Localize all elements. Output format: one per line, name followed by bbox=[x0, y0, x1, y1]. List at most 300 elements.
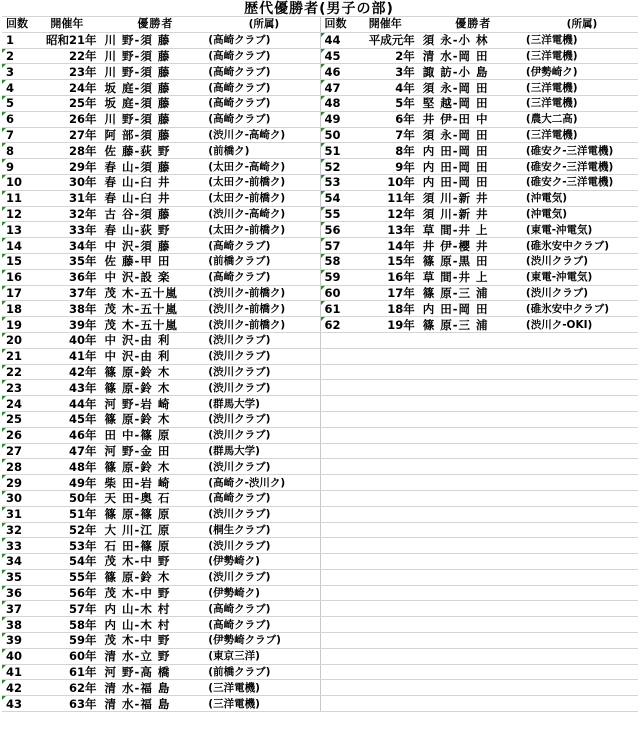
row-number: 5 bbox=[2, 95, 37, 111]
row-winners: 川 野-須 藤 bbox=[99, 48, 207, 64]
empty-cell bbox=[356, 538, 417, 554]
row-number: 24 bbox=[2, 396, 37, 412]
row-winners: 春 山-臼 井 bbox=[99, 190, 207, 206]
row-winners: 川 野-須 藤 bbox=[99, 64, 207, 80]
empty-cell bbox=[320, 617, 356, 633]
row-winners: 草 間-井 上 bbox=[417, 269, 524, 285]
row-number: 39 bbox=[2, 633, 37, 649]
row-year: 36年 bbox=[37, 269, 98, 285]
header-affiliation: (所属) bbox=[206, 17, 320, 33]
row-affiliation: (高崎クラブ) bbox=[206, 95, 320, 111]
empty-cell bbox=[417, 538, 524, 554]
row-number: 33 bbox=[2, 538, 37, 554]
empty-cell bbox=[417, 443, 524, 459]
row-number: 42 bbox=[2, 680, 37, 696]
empty-cell bbox=[417, 648, 524, 664]
row-affiliation: (碓氷安中クラブ) bbox=[524, 301, 638, 317]
empty-cell bbox=[524, 585, 638, 601]
row-affiliation: (渋川クラブ) bbox=[206, 411, 320, 427]
row-winners: 草 間-井 上 bbox=[417, 222, 524, 238]
row-year: 30年 bbox=[37, 174, 98, 190]
empty-cell bbox=[524, 664, 638, 680]
row-affiliation: (群馬大学) bbox=[206, 443, 320, 459]
table-row bbox=[2, 269, 638, 285]
row-number: 17 bbox=[2, 285, 37, 301]
row-affiliation: (碓安ク-三洋電機) bbox=[524, 143, 638, 159]
row-number: 10 bbox=[2, 174, 37, 190]
row-year: 平成元年 bbox=[356, 32, 417, 48]
row-year: 32年 bbox=[37, 206, 98, 222]
table-row bbox=[2, 32, 638, 48]
row-affiliation: (碓氷安中クラブ) bbox=[524, 238, 638, 254]
row-affiliation: (渋川ク-前橋ク) bbox=[206, 301, 320, 317]
empty-cell bbox=[356, 680, 417, 696]
empty-cell bbox=[356, 348, 417, 364]
row-winners: 田 中-篠 原 bbox=[99, 427, 207, 443]
row-year: 60年 bbox=[37, 648, 98, 664]
row-number: 45 bbox=[320, 48, 356, 64]
row-year: 62年 bbox=[37, 680, 98, 696]
row-winners: 井 伊-櫻 井 bbox=[417, 238, 524, 254]
empty-cell bbox=[417, 633, 524, 649]
row-year: 9年 bbox=[356, 159, 417, 175]
row-affiliation: (三洋電機) bbox=[524, 127, 638, 143]
empty-cell bbox=[524, 411, 638, 427]
row-number: 6 bbox=[2, 111, 37, 127]
empty-cell bbox=[356, 459, 417, 475]
row-winners: 阿 部-須 藤 bbox=[99, 127, 207, 143]
table-row bbox=[2, 522, 638, 538]
table-body bbox=[2, 32, 638, 711]
row-winners: 清 水-福 島 bbox=[99, 680, 207, 696]
row-winners: 篠 原-鈴 木 bbox=[99, 364, 207, 380]
row-winners: 中 沢-設 楽 bbox=[99, 269, 207, 285]
table-row bbox=[2, 585, 638, 601]
row-winners: 篠 原-鈴 木 bbox=[99, 569, 207, 585]
empty-cell bbox=[524, 332, 638, 348]
row-number: 51 bbox=[320, 143, 356, 159]
row-affiliation: (高崎クラブ) bbox=[206, 490, 320, 506]
row-year: 27年 bbox=[37, 127, 98, 143]
row-number: 23 bbox=[2, 380, 37, 396]
empty-cell bbox=[417, 522, 524, 538]
header-row bbox=[2, 17, 638, 33]
row-winners: 柴 田-岩 崎 bbox=[99, 475, 207, 491]
table-row bbox=[2, 64, 638, 80]
header-winners-2: 優勝者 bbox=[417, 17, 524, 33]
row-winners: 篠 原-三 浦 bbox=[417, 285, 524, 301]
empty-cell bbox=[356, 396, 417, 412]
row-number: 57 bbox=[320, 238, 356, 254]
row-number: 60 bbox=[320, 285, 356, 301]
empty-cell bbox=[356, 554, 417, 570]
row-affiliation: (太田ク-前橋ク) bbox=[206, 222, 320, 238]
row-affiliation: (渋川クラブ) bbox=[206, 380, 320, 396]
table-row bbox=[2, 127, 638, 143]
row-winners: 内 田-岡 田 bbox=[417, 301, 524, 317]
row-year: 12年 bbox=[356, 206, 417, 222]
row-winners: 坂 庭-須 藤 bbox=[99, 80, 207, 96]
table-row bbox=[2, 696, 638, 712]
empty-cell bbox=[356, 696, 417, 712]
empty-cell bbox=[320, 396, 356, 412]
row-winners: 中 沢-由 利 bbox=[99, 348, 207, 364]
row-number: 53 bbox=[320, 174, 356, 190]
empty-cell bbox=[356, 475, 417, 491]
row-year: 23年 bbox=[37, 64, 98, 80]
row-year: 4年 bbox=[356, 80, 417, 96]
row-winners: 篠 原-鈴 木 bbox=[99, 459, 207, 475]
table-row bbox=[2, 569, 638, 585]
row-affiliation: (渋川クラブ) bbox=[206, 427, 320, 443]
empty-cell bbox=[524, 380, 638, 396]
row-number: 12 bbox=[2, 206, 37, 222]
row-number: 8 bbox=[2, 143, 37, 159]
row-number: 55 bbox=[320, 206, 356, 222]
row-affiliation: (農大二高) bbox=[524, 111, 638, 127]
row-number: 50 bbox=[320, 127, 356, 143]
row-year: 59年 bbox=[37, 633, 98, 649]
table-row bbox=[2, 301, 638, 317]
empty-cell bbox=[356, 380, 417, 396]
row-winners: 中 沢-須 藤 bbox=[99, 238, 207, 254]
row-number: 25 bbox=[2, 411, 37, 427]
table-row bbox=[2, 617, 638, 633]
row-number: 27 bbox=[2, 443, 37, 459]
empty-cell bbox=[320, 348, 356, 364]
empty-cell bbox=[356, 648, 417, 664]
row-number: 52 bbox=[320, 159, 356, 175]
row-number: 29 bbox=[2, 475, 37, 491]
empty-cell bbox=[524, 396, 638, 412]
empty-cell bbox=[524, 490, 638, 506]
row-affiliation: (渋川クラブ) bbox=[206, 506, 320, 522]
empty-cell bbox=[524, 348, 638, 364]
table-row bbox=[2, 111, 638, 127]
table-row bbox=[2, 664, 638, 680]
empty-cell bbox=[320, 569, 356, 585]
row-winners: 春 山-須 藤 bbox=[99, 159, 207, 175]
empty-cell bbox=[320, 427, 356, 443]
row-affiliation: (三洋電機) bbox=[206, 696, 320, 712]
row-number: 19 bbox=[2, 317, 37, 333]
row-number: 22 bbox=[2, 364, 37, 380]
row-winners: 清 水-岡 田 bbox=[417, 48, 524, 64]
row-affiliation: (三洋電機) bbox=[524, 95, 638, 111]
row-affiliation: (渋川クラブ) bbox=[206, 459, 320, 475]
empty-cell bbox=[417, 348, 524, 364]
row-affiliation: (高崎クラブ) bbox=[206, 48, 320, 64]
row-number: 37 bbox=[2, 601, 37, 617]
row-winners: 須 永-岡 田 bbox=[417, 127, 524, 143]
table-row bbox=[2, 601, 638, 617]
row-number: 7 bbox=[2, 127, 37, 143]
row-year: 8年 bbox=[356, 143, 417, 159]
empty-cell bbox=[356, 411, 417, 427]
empty-cell bbox=[417, 554, 524, 570]
row-affiliation: (前橋ク) bbox=[206, 143, 320, 159]
row-affiliation: (太田ク-高崎ク) bbox=[206, 159, 320, 175]
table-row bbox=[2, 411, 638, 427]
row-winners: 大 川-江 原 bbox=[99, 522, 207, 538]
row-year: 22年 bbox=[37, 48, 98, 64]
row-affiliation: (高崎クラブ) bbox=[206, 111, 320, 127]
empty-cell bbox=[356, 617, 417, 633]
empty-cell bbox=[356, 633, 417, 649]
empty-cell bbox=[356, 506, 417, 522]
row-affiliation: (伊勢崎ク) bbox=[206, 554, 320, 570]
row-winners: 坂 庭-須 藤 bbox=[99, 95, 207, 111]
table-row bbox=[2, 206, 638, 222]
row-affiliation: (三洋電機) bbox=[524, 80, 638, 96]
table-row bbox=[2, 95, 638, 111]
row-affiliation: (前橋クラブ) bbox=[206, 253, 320, 269]
row-affiliation: (高崎クラブ) bbox=[206, 80, 320, 96]
empty-cell bbox=[320, 522, 356, 538]
row-number: 46 bbox=[320, 64, 356, 80]
row-number: 18 bbox=[2, 301, 37, 317]
row-affiliation: (太田ク-前橋ク) bbox=[206, 190, 320, 206]
row-year: 24年 bbox=[37, 80, 98, 96]
row-winners: 須 永-小 林 bbox=[417, 32, 524, 48]
empty-cell bbox=[524, 475, 638, 491]
row-affiliation: (渋川ク-OKI) bbox=[524, 317, 638, 333]
row-number: 44 bbox=[320, 32, 356, 48]
row-year: 28年 bbox=[37, 143, 98, 159]
header-year: 開催年 bbox=[37, 17, 98, 33]
table-row bbox=[2, 506, 638, 522]
row-affiliation: (東京三洋) bbox=[206, 648, 320, 664]
row-number: 49 bbox=[320, 111, 356, 127]
page-title: 歴代優勝者(男子の部) bbox=[244, 1, 394, 17]
row-winners: 茂 木-中 野 bbox=[99, 633, 207, 649]
row-affiliation: (太田ク-前橋ク) bbox=[206, 174, 320, 190]
empty-cell bbox=[524, 601, 638, 617]
empty-cell bbox=[417, 601, 524, 617]
table-row bbox=[2, 680, 638, 696]
row-year: 56年 bbox=[37, 585, 98, 601]
empty-cell bbox=[356, 427, 417, 443]
row-year: 45年 bbox=[37, 411, 98, 427]
row-affiliation: (桐生クラブ) bbox=[206, 522, 320, 538]
empty-cell bbox=[524, 569, 638, 585]
empty-cell bbox=[320, 585, 356, 601]
row-year: 34年 bbox=[37, 238, 98, 254]
row-affiliation: (高崎クラブ) bbox=[206, 64, 320, 80]
empty-cell bbox=[356, 601, 417, 617]
row-year: 47年 bbox=[37, 443, 98, 459]
row-affiliation: (高崎クラブ) bbox=[206, 617, 320, 633]
row-number: 15 bbox=[2, 253, 37, 269]
row-year: 31年 bbox=[37, 190, 98, 206]
row-year: 19年 bbox=[356, 317, 417, 333]
row-winners: 篠 原-鈴 木 bbox=[99, 411, 207, 427]
row-winners: 篠 原-黒 田 bbox=[417, 253, 524, 269]
row-year: 58年 bbox=[37, 617, 98, 633]
row-year: 18年 bbox=[356, 301, 417, 317]
empty-cell bbox=[320, 443, 356, 459]
row-number: 58 bbox=[320, 253, 356, 269]
row-winners: 石 田-篠 原 bbox=[99, 538, 207, 554]
row-winners: 堅 越-岡 田 bbox=[417, 95, 524, 111]
row-year: 33年 bbox=[37, 222, 98, 238]
empty-cell bbox=[356, 332, 417, 348]
row-winners: 河 野-金 田 bbox=[99, 443, 207, 459]
row-year: 44年 bbox=[37, 396, 98, 412]
row-affiliation: (碓安ク-三洋電機) bbox=[524, 159, 638, 175]
row-winners: 茂 木-中 野 bbox=[99, 585, 207, 601]
row-winners: 内 山-木 村 bbox=[99, 601, 207, 617]
header-affiliation-2: (所属) bbox=[524, 17, 638, 33]
row-winners: 内 田-岡 田 bbox=[417, 159, 524, 175]
row-number: 43 bbox=[2, 696, 37, 712]
table-row bbox=[2, 190, 638, 206]
row-number: 14 bbox=[2, 238, 37, 254]
row-number: 4 bbox=[2, 80, 37, 96]
row-number: 40 bbox=[2, 648, 37, 664]
row-affiliation: (高崎クラブ) bbox=[206, 32, 320, 48]
empty-cell bbox=[417, 411, 524, 427]
row-affiliation: (渋川クラブ) bbox=[524, 285, 638, 301]
row-number: 28 bbox=[2, 459, 37, 475]
row-year: 15年 bbox=[356, 253, 417, 269]
row-winners: 井 伊-田 中 bbox=[417, 111, 524, 127]
row-year: 54年 bbox=[37, 554, 98, 570]
empty-cell bbox=[417, 585, 524, 601]
empty-cell bbox=[417, 617, 524, 633]
row-year: 昭和21年 bbox=[37, 32, 98, 48]
row-affiliation: (群馬大学) bbox=[206, 396, 320, 412]
row-winners: 古 谷-須 藤 bbox=[99, 206, 207, 222]
header-winners: 優勝者 bbox=[99, 17, 207, 33]
row-year: 26年 bbox=[37, 111, 98, 127]
row-year: 50年 bbox=[37, 490, 98, 506]
empty-cell bbox=[320, 411, 356, 427]
table-row bbox=[2, 396, 638, 412]
row-affiliation: (渋川クラブ) bbox=[206, 364, 320, 380]
empty-cell bbox=[417, 380, 524, 396]
row-winners: 佐 藤-荻 野 bbox=[99, 143, 207, 159]
row-winners: 春 山-荻 野 bbox=[99, 222, 207, 238]
row-affiliation: (伊勢崎ク) bbox=[206, 585, 320, 601]
row-winners: 天 田-奥 石 bbox=[99, 490, 207, 506]
empty-cell bbox=[356, 490, 417, 506]
row-number: 35 bbox=[2, 569, 37, 585]
empty-cell bbox=[524, 617, 638, 633]
empty-cell bbox=[320, 633, 356, 649]
row-number: 61 bbox=[320, 301, 356, 317]
row-winners: 茂 木-五十嵐 bbox=[99, 285, 207, 301]
table-row bbox=[2, 317, 638, 333]
row-number: 21 bbox=[2, 348, 37, 364]
empty-cell bbox=[320, 459, 356, 475]
empty-cell bbox=[524, 364, 638, 380]
row-affiliation: (碓安ク-三洋電機) bbox=[524, 174, 638, 190]
row-year: 2年 bbox=[356, 48, 417, 64]
row-number: 32 bbox=[2, 522, 37, 538]
empty-cell bbox=[524, 506, 638, 522]
row-affiliation: (渋川クラブ) bbox=[524, 253, 638, 269]
row-number: 38 bbox=[2, 617, 37, 633]
table-row bbox=[2, 238, 638, 254]
empty-cell bbox=[356, 443, 417, 459]
empty-cell bbox=[356, 664, 417, 680]
row-number: 26 bbox=[2, 427, 37, 443]
empty-cell bbox=[320, 648, 356, 664]
empty-cell bbox=[524, 538, 638, 554]
row-number: 62 bbox=[320, 317, 356, 333]
row-affiliation: (伊勢崎クラブ) bbox=[206, 633, 320, 649]
row-number: 9 bbox=[2, 159, 37, 175]
row-year: 46年 bbox=[37, 427, 98, 443]
table-row bbox=[2, 554, 638, 570]
empty-cell bbox=[417, 427, 524, 443]
empty-cell bbox=[320, 506, 356, 522]
row-number: 48 bbox=[320, 95, 356, 111]
row-affiliation: (三洋電機) bbox=[524, 48, 638, 64]
empty-cell bbox=[417, 696, 524, 712]
table-row bbox=[2, 332, 638, 348]
row-winners: 内 田-岡 田 bbox=[417, 174, 524, 190]
row-year: 51年 bbox=[37, 506, 98, 522]
row-winners: 佐 藤-甲 田 bbox=[99, 253, 207, 269]
row-year: 35年 bbox=[37, 253, 98, 269]
empty-cell bbox=[417, 475, 524, 491]
empty-cell bbox=[524, 696, 638, 712]
empty-cell bbox=[524, 459, 638, 475]
row-year: 3年 bbox=[356, 64, 417, 80]
table-row bbox=[2, 427, 638, 443]
row-winners: 河 野-高 橋 bbox=[99, 664, 207, 680]
row-winners: 須 永-岡 田 bbox=[417, 80, 524, 96]
row-number: 30 bbox=[2, 490, 37, 506]
row-number: 3 bbox=[2, 64, 37, 80]
row-number: 59 bbox=[320, 269, 356, 285]
empty-cell bbox=[417, 680, 524, 696]
winners-table bbox=[2, 16, 638, 712]
row-affiliation: (高崎クラブ) bbox=[206, 601, 320, 617]
row-year: 55年 bbox=[37, 569, 98, 585]
row-affiliation: (渋川クラブ) bbox=[206, 538, 320, 554]
row-winners: 清 水-福 島 bbox=[99, 696, 207, 712]
empty-cell bbox=[417, 459, 524, 475]
table-row bbox=[2, 159, 638, 175]
row-number: 54 bbox=[320, 190, 356, 206]
row-affiliation: (渋川クラブ) bbox=[206, 569, 320, 585]
empty-cell bbox=[320, 680, 356, 696]
empty-cell bbox=[524, 522, 638, 538]
table-row bbox=[2, 143, 638, 159]
table-row bbox=[2, 380, 638, 396]
table-row bbox=[2, 443, 638, 459]
row-number: 16 bbox=[2, 269, 37, 285]
row-year: 49年 bbox=[37, 475, 98, 491]
table-row bbox=[2, 648, 638, 664]
row-affiliation: (渋川クラブ) bbox=[206, 348, 320, 364]
empty-cell bbox=[417, 506, 524, 522]
row-year: 17年 bbox=[356, 285, 417, 301]
row-winners: 中 沢-由 利 bbox=[99, 332, 207, 348]
empty-cell bbox=[320, 364, 356, 380]
row-year: 48年 bbox=[37, 459, 98, 475]
empty-cell bbox=[320, 538, 356, 554]
row-number: 13 bbox=[2, 222, 37, 238]
row-year: 29年 bbox=[37, 159, 98, 175]
row-affiliation: (東電-沖電気) bbox=[524, 222, 638, 238]
row-year: 37年 bbox=[37, 285, 98, 301]
empty-cell bbox=[356, 569, 417, 585]
empty-cell bbox=[417, 664, 524, 680]
